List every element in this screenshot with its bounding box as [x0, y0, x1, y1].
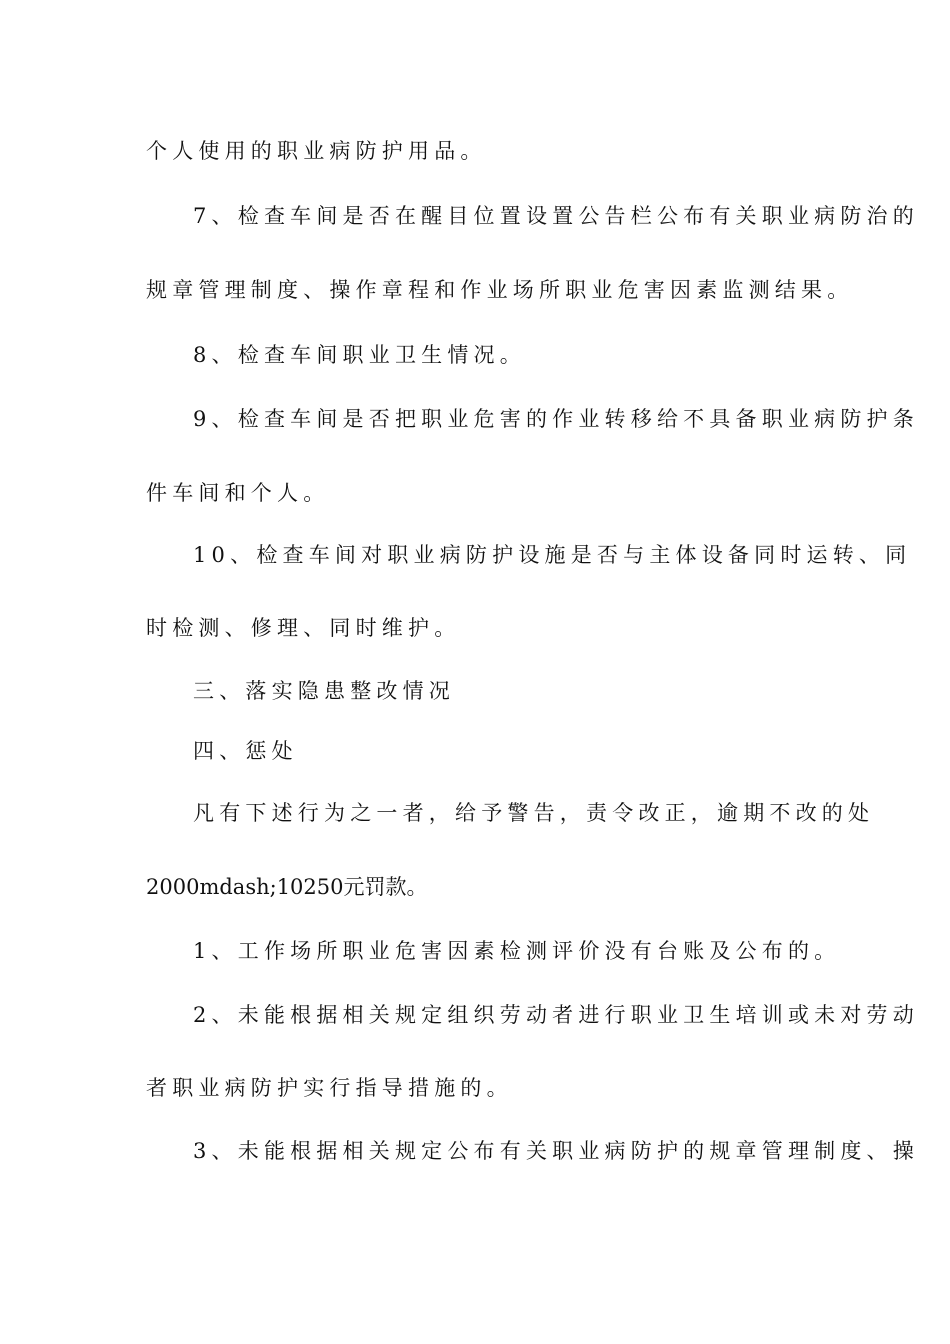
penalty-item-2-line-2: 者职业病防护实行指导措施的。 — [146, 1076, 513, 1100]
item-7-line-1: 7、检查车间是否在醒目位置设置公告栏公布有关职业病防治的 — [193, 204, 919, 228]
item-8: 8、检查车间职业卫生情况。 — [193, 343, 526, 367]
item-7-line-2: 规章管理制度、操作章程和作业场所职业危害因素监测结果。 — [146, 278, 854, 302]
penalty-item-1: 1、工作场所职业危害因素检测评价没有台账及公布的。 — [193, 939, 841, 963]
penalty-item-2-line-1: 2、未能根据相关规定组织劳动者进行职业卫生培训或未对劳动 — [193, 1003, 919, 1027]
penalty-paragraph-line-2: 2000mdash;10250元罚款。 — [146, 875, 428, 899]
item-9-line-2: 件车间和个人。 — [146, 481, 330, 505]
item-10-line-1: 10、检查车间对职业病防护设施是否与主体设备同时运转、同 — [193, 543, 912, 567]
penalty-paragraph-line-1: 凡有下述行为之一者，给予警告，责令改正，逾期不改的处 — [193, 801, 875, 825]
item-10-line-2: 时检测、修理、同时维护。 — [146, 616, 461, 640]
item-9-line-1: 9、检查车间是否把职业危害的作业转移给不具备职业病防护条 — [193, 407, 919, 431]
section-four-heading: 四、惩处 — [193, 739, 298, 763]
section-three-heading: 三、落实隐患整改情况 — [193, 679, 455, 703]
paragraph-line-1: 个人使用的职业病防护用品。 — [146, 139, 487, 163]
penalty-item-3-line-1: 3、未能根据相关规定公布有关职业病防护的规章管理制度、操 — [193, 1139, 919, 1163]
